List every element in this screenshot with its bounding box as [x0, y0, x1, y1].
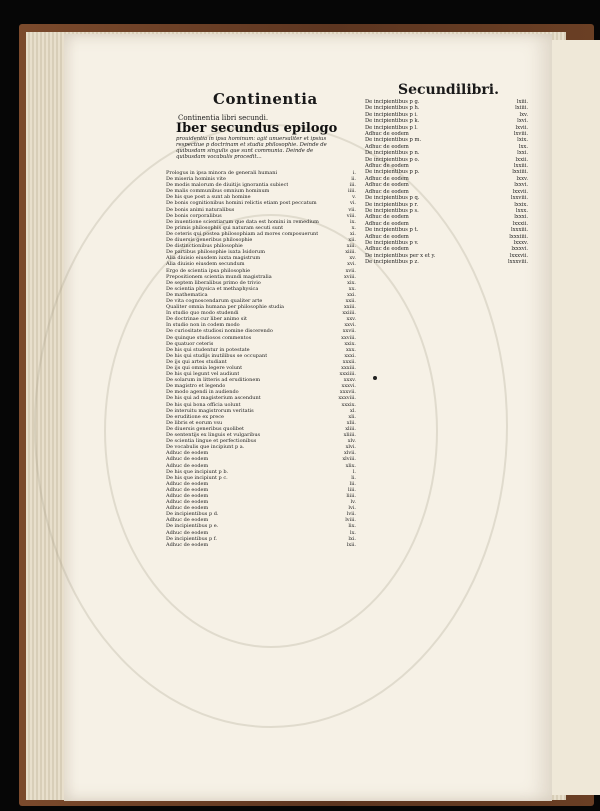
toc-entry-number: lxxvii. [512, 188, 528, 195]
toc-entry-number: x. [351, 224, 356, 231]
toc-entry-title: De partibus philosophie iuxta Isidorum [166, 249, 266, 256]
toc-entry-title: De diuersis generibus philosophie [166, 237, 253, 244]
toc-entry-title: De ijs qui artes studiant [166, 358, 227, 365]
toc-entry-number: xliiii. [343, 432, 356, 439]
toc-entry-number: xl. [349, 407, 356, 414]
toc-entry-title: De incipientibus p t. [365, 227, 419, 234]
toc-entry-title: Adhuc de eodem [365, 143, 409, 150]
toc-entry-title: Adhuc de eodem [166, 529, 209, 536]
toc-entry-title: De his qui bona officia uolunt [166, 401, 241, 408]
toc-entry-title: Adhuc de eodem [365, 214, 409, 221]
toc-entry-title: De libris et eorum vsu [166, 419, 223, 426]
toc-entry-number: xii. [348, 237, 356, 244]
toc-entry-number: xxvii. [342, 328, 356, 335]
toc-entry-title: Adhuc de eodem [166, 450, 209, 457]
toc-entry-number: lxxi. [517, 150, 528, 157]
toc-entry-number: lxxxv. [513, 239, 528, 246]
toc-entry-number: lxxix. [514, 201, 528, 208]
toc-entry-number: xxviii. [341, 334, 356, 341]
toc-entry-title: Adhuc de eodem [166, 499, 209, 506]
toc-entry-number: xlviii. [342, 456, 356, 463]
toc-entry-title: De incipientibus p p. [365, 169, 420, 176]
toc-entry-number: xvii. [345, 267, 356, 274]
toc-entry-title: De incipientibus p o. [365, 156, 420, 163]
toc-entry-number: lxvii. [515, 124, 528, 131]
subtitle: Continentia libri secundi. [178, 114, 269, 122]
toc-entry-title: De ijs qui omnia legere volunt [166, 365, 243, 371]
toc-entry-title: De his qui studijs inutilibus se occupant [166, 352, 268, 359]
toc-entry-number: xxiiii. [342, 310, 356, 317]
heading-secundi-libri: Secundilibri. [398, 82, 500, 98]
toc-entry-title: Adhuc de eodem [166, 541, 209, 548]
toc-entry-title: De scientia physica et methaphysica [166, 285, 259, 292]
toc-entry-title: De incipientibus p q. [365, 195, 420, 202]
toc-entry-number: lix. [348, 523, 356, 530]
toc-entry-title: De incipientibus p v. [365, 239, 419, 246]
toc-entry-title: De primis philosophis qui naturam secuti sunt [166, 224, 284, 231]
toc-entry-title: De his que incipiunt p c. [166, 474, 228, 481]
toc-entry-title: Qualiter omnia humana per philosophie studia [166, 304, 285, 311]
toc-entry-number: xxxvi. [341, 383, 356, 390]
toc-entry-title: Adhuc de eodem [365, 182, 409, 189]
toc-entry-number: viii. [346, 212, 356, 219]
toc-entry-number: lxx. [518, 143, 528, 150]
toc-entry-title: De his que post a sunt ab homine [166, 194, 251, 201]
toc-entry-number: lxxviii. [510, 195, 528, 202]
toc-entry-number: xxv. [346, 316, 356, 323]
toc-entry-number: xv. [349, 255, 356, 262]
toc-entry-title: De his que incipiunt p b. [166, 468, 229, 475]
toc-entry-title: Adhuc de eodem [166, 505, 209, 512]
incipit-heading: Iber secundus epilogo [176, 121, 338, 136]
toc-entry-title: De bonis cognitionibus homini relictis etiam post peccatum [166, 200, 317, 207]
toc-entry-title: Adhuc de eodem [365, 175, 409, 182]
toc-entry-title: Adhuc de eodem [365, 163, 409, 170]
toc-entry-number: xxxiiii. [339, 371, 356, 378]
toc-entry-number: xiii. [346, 243, 356, 250]
toc-entry-number: lii. [349, 480, 356, 487]
marginal-dot [373, 376, 377, 380]
facing-page-edge [550, 40, 600, 795]
toc-entry-title: Adhuc de eodem [166, 462, 209, 469]
toc-entry-title: De incipientibus p r. [365, 201, 419, 208]
toc-entry-title: De doctrinae cur liber animo sit [166, 316, 247, 323]
toc-entry-title: De incipientibus p d. [166, 511, 219, 518]
toc-entry-title: De bonis corporalibus [166, 212, 222, 219]
toc-entry-title: De incipientibus p l. [365, 124, 418, 131]
toc-entry-number: liii. [348, 486, 356, 493]
toc-entry-number: lxii. [346, 541, 356, 548]
toc-entry-number: l. [352, 468, 356, 475]
toc-entry-title: De eruditione ex prece [166, 413, 224, 420]
toc-entry-title: In studio non in codem modo [166, 322, 240, 329]
toc-entry-title: De bonis animi naturalibus [166, 206, 235, 213]
toc-entry-number: lxxiii. [513, 163, 528, 170]
toc-entry-number: lxiiii. [515, 105, 528, 112]
toc-entry-number: lxxv. [516, 175, 528, 182]
toc-entry-number: lxix. [517, 137, 528, 144]
toc-entry-title: De scientia lingue et perfectionibus [166, 438, 257, 445]
toc-entry-number: xi. [349, 230, 356, 237]
toc-entry-number: lvii. [346, 511, 356, 518]
toc-entry-number: xvi. [347, 261, 356, 268]
toc-entry-title: De incipientibus p s. [365, 207, 419, 214]
toc-entry-number: lxxvi. [514, 182, 528, 189]
toc-entry-number: i. [352, 170, 356, 176]
toc-entry-number: xiiii. [345, 249, 356, 256]
toc-entry-title: Adhuc de eodem [166, 480, 209, 487]
toc-entry-title: De modis malorum de diuitijs ignorantia subiect [166, 182, 289, 189]
toc-entry-number: lx. [349, 529, 356, 536]
toc-entry-number: lvi. [348, 505, 356, 512]
toc-entry-number: xxi. [347, 291, 356, 298]
toc-entry-title: De vocabulis que incipiunt p a. [166, 444, 245, 451]
toc-entry-title: De incipientibus p z. [365, 259, 419, 266]
toc-entry-number: xxxiii. [341, 365, 356, 371]
toc-entry-title: De vita cognoscendarum qualiter arte [166, 297, 263, 304]
toc-entry-title: Adhuc de eodem [365, 220, 409, 227]
toc-entry-title: De his qui legunt vel audiunt [166, 371, 240, 378]
toc-entry-number: vi. [349, 200, 356, 207]
toc-entry-number: v. [352, 194, 356, 201]
toc-entry-number: xxxi. [344, 352, 356, 359]
toc-entry-number: xviii. [343, 273, 356, 280]
toc-entry-number: xlv. [347, 438, 356, 445]
toc-entry [365, 259, 528, 265]
toc-entry-title: De incipientibus p e. [166, 523, 219, 530]
toc-entry-title: De quinque studiosos commentos [166, 334, 252, 341]
toc-entry-number: lviii. [345, 517, 356, 524]
toc-entry-title: De incipientibus p h. [365, 105, 420, 112]
toc-entry-number: lxxxvi. [511, 246, 528, 253]
toc-entry-title: De modo agendi in audiendo [166, 389, 239, 396]
toc-entry-number: lv. [350, 499, 356, 506]
toc-entry-number: xxxviii. [338, 395, 356, 402]
toc-entry-number: lxxxi. [514, 214, 528, 221]
toc-entry-title: Adhuc de eodem [365, 131, 409, 138]
toc-entry-number: lxxxiiii. [509, 233, 528, 240]
toc-entry-title: De solarum in litteris ad eruditionem [166, 377, 261, 384]
toc-entry-title: Adhuc de eodem [365, 246, 409, 253]
toc-entry-number: li. [351, 474, 356, 481]
toc-entry-title: De ceteris qui postea philosophiam ad mores composuerunt [166, 230, 319, 237]
toc-entry-title: Alia diuisio eiusdem secundum [166, 261, 245, 268]
toc-entry-title: De incipientibus p f. [166, 535, 217, 542]
toc-entry-number: xxxvii. [339, 389, 356, 396]
toc-entry-title: In studio quo modo studendi [166, 310, 239, 317]
toc-right-column [365, 99, 528, 266]
toc-entry-number: xli. [348, 413, 356, 420]
toc-entry-title: De incipientibus p m. [365, 137, 422, 144]
toc-entry-title: De curiositate studiosi nomine discerendo [166, 328, 273, 335]
toc-entry-number: ii. [351, 176, 356, 183]
toc-entry-number: xxx. [345, 346, 356, 353]
toc-entry-title: De malis communibus omnium hominum [166, 188, 270, 195]
toc-entry-number: lxiii. [516, 99, 528, 105]
toc-entry-number: xxxv. [343, 377, 356, 384]
toc-entry-number: lxxxviii. [508, 259, 528, 266]
toc-entry-number: lxxxiii. [510, 227, 528, 234]
toc-entry-number: lxxxii. [512, 220, 528, 227]
toc-entry-title: De his qui studentur in potestate [166, 346, 250, 353]
toc-entry [166, 542, 356, 548]
toc-entry-number: lxxiiii. [512, 169, 528, 176]
toc-entry-number: xxiii. [343, 304, 356, 311]
toc-entry-number: xxxix. [341, 401, 356, 408]
toc-entry-title: De mathematica [166, 291, 208, 298]
incipit-text: prouidentia in ipsa hominum: agit unuersaliter et ipsius respectiue p doctrinam et studia philosophie. Deinde de quibusdam singulis que sunt communia. Deinde de quibusdam vocabulis procedit... [176, 136, 327, 160]
toc-left-column [166, 170, 356, 548]
toc-entry-number: xxxii. [342, 358, 356, 365]
toc-entry-number: liiii. [346, 492, 356, 499]
toc-entry-number: xliii. [345, 425, 356, 432]
toc-entry-number: vii. [348, 206, 356, 213]
toc-entry-number: lxxxvii. [509, 252, 528, 259]
toc-entry-title: Adhuc de eodem [365, 233, 409, 240]
toc-entry-title: Adhuc de eodem [166, 492, 209, 499]
toc-entry-number: xlii. [346, 419, 356, 426]
toc-entry-number: lxv. [519, 111, 528, 118]
toc-entry-title: Adhuc de eodem [166, 456, 209, 463]
toc-entry-title: De incipientibus per x et y. [365, 252, 436, 259]
toc-entry-title: Adhuc de eodem [365, 188, 409, 195]
toc-entry-title: De incipientibus p k. [365, 118, 420, 125]
toc-entry-title: De his qui ad magisterium ascendunt [166, 395, 261, 402]
toc-entry-title: Alia diuisio eiusdem iuxta magistrum [166, 255, 261, 262]
toc-entry-title: De miseria hominis vite [166, 176, 226, 183]
toc-entry-number: xlvii. [343, 450, 356, 457]
toc-entry-title: Prepositionem scientia mundi magistralia [166, 273, 272, 280]
toc-entry-title: De sententijs ex linguis et vulgaribus [166, 432, 261, 439]
toc-entry-title: Ergo de scientia ipsa philosophie [166, 267, 251, 274]
toc-entry-title: De interuitu magistrorum veritatis [166, 407, 254, 414]
toc-entry-title: De incipientibus p g. [365, 99, 420, 105]
toc-entry-title: De distinctionibus philosophie [166, 243, 243, 250]
toc-entry-title: De incipientibus p i. [365, 111, 418, 118]
toc-entry-title: Prologus in ipsa minora de generali humani [166, 170, 278, 176]
toc-entry-title: De incipientibus p n. [365, 150, 420, 157]
toc-entry-number: ix. [349, 218, 356, 225]
toc-entry-number: lxviii. [513, 131, 528, 138]
toc-entry-title: Adhuc de eodem [166, 517, 209, 524]
toc-entry-number: xxvi. [344, 322, 356, 329]
toc-entry-number: xix. [347, 279, 356, 286]
heading-continentia: Continentia [213, 90, 318, 108]
toc-entry-title: De septem liberalibus primo de trivio [166, 279, 261, 286]
toc-entry-title: De diuersis generibus quolibet [166, 425, 244, 432]
toc-entry-title: Adhuc de eodem [166, 486, 209, 493]
toc-entry-number: xx. [348, 285, 356, 292]
toc-entry-title: De quatuor ceteris [166, 340, 214, 347]
toc-entry-number: iiii. [348, 188, 356, 195]
toc-entry-number: lxxii. [515, 156, 528, 163]
toc-entry-title: De inuentione scientiarum que data est homini in remedium [166, 218, 319, 225]
toc-entry-title: De magistro et legendo [166, 383, 226, 390]
toc-entry-number: iii. [349, 182, 356, 189]
toc-entry-number: lxxx. [515, 207, 528, 214]
toc-entry-number: xlix. [345, 462, 356, 469]
toc-entry-number: lxvi. [517, 118, 528, 125]
toc-entry-number: xxix. [344, 340, 356, 347]
toc-entry-number: xlvi. [345, 444, 356, 451]
toc-entry-number: lxi. [348, 535, 356, 542]
toc-entry-number: xxii. [345, 297, 356, 304]
